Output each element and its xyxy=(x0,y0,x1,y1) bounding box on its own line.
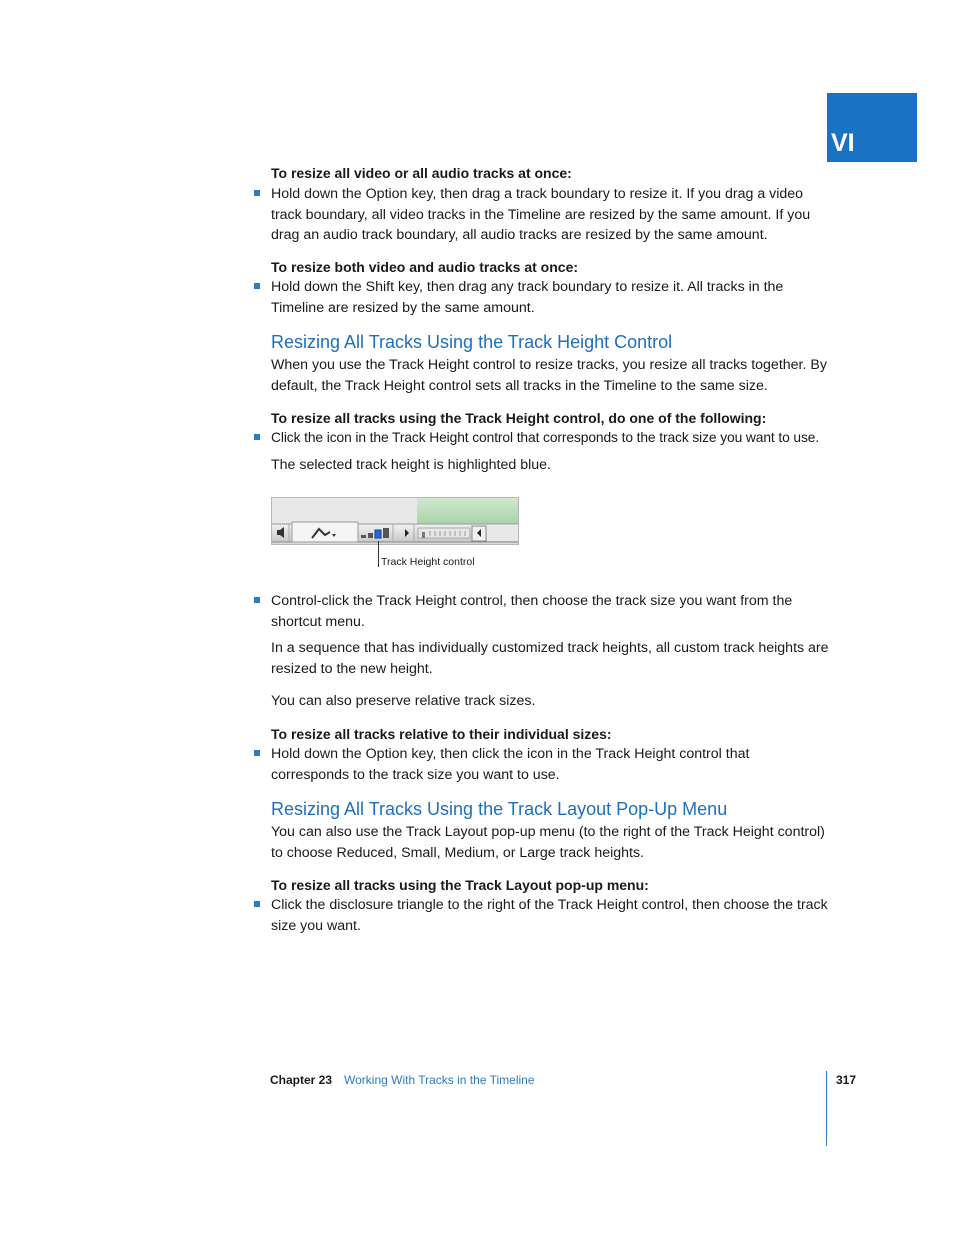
procedure-lead: To resize all tracks using the Track Layout pop-up menu: xyxy=(271,877,649,893)
scrollbar-track[interactable] xyxy=(487,526,519,541)
section-heading: Resizing All Tracks Using the Track Layout Pop-Up Menu xyxy=(271,799,728,819)
page-number: 317 xyxy=(836,1073,857,1087)
paragraph: You can also preserve relative track sizes. xyxy=(271,693,536,709)
paragraph: The selected track height is highlighted blue. xyxy=(271,457,551,473)
bullet-marker xyxy=(254,190,260,196)
section-heading: Resizing All Tracks Using the Track Height Control xyxy=(271,332,673,352)
procedure-lead: To resize all video or all audio tracks at once: xyxy=(271,165,572,181)
timeline-track-controls-figure xyxy=(271,497,519,545)
track-height-reduced-icon[interactable] xyxy=(361,535,366,538)
part-tab: VI xyxy=(827,93,917,162)
bullet-text: Click the disclosure triangle to the right of the Track Height control, then choose the track size you want. xyxy=(271,897,828,934)
procedure-lead: To resize all tracks relative to their individual sizes: xyxy=(271,726,612,742)
figure-callout: Track Height control xyxy=(381,556,475,568)
track-height-small-icon[interactable] xyxy=(368,533,373,538)
bullet-marker xyxy=(254,434,260,440)
bullet-marker xyxy=(254,901,260,907)
bullet-marker xyxy=(254,597,260,603)
footer-divider xyxy=(826,1071,827,1146)
procedure-lead: To resize both video and audio tracks at once: xyxy=(271,259,579,275)
callout-line xyxy=(378,541,379,567)
paragraph: You can also use the Track Layout pop-up menu (to the right of the Track Height control) to choose Reduced, Small, Medium, or Large track heights. xyxy=(271,824,825,861)
footer-chapter: Chapter 23 xyxy=(270,1073,333,1087)
bullet-text: Hold down the Option key, then drag a track boundary to resize it. If you drag a video track boundary, all video tracks in the Timeline are resized by the same amount. If you drag an audio track boundary, all audio tracks are resized by the same amount. xyxy=(271,186,811,243)
bullet-marker xyxy=(254,283,260,289)
clip-overlays-tab[interactable] xyxy=(292,522,358,542)
bullet-text: Click the icon in the Track Height control that corresponds to the track size you want to use. xyxy=(271,430,820,445)
track-height-medium-icon[interactable] xyxy=(375,530,381,538)
bullet-text: Hold down the Option key, then click the icon in the Track Height control that corresponds to the track size you want to use. xyxy=(271,746,750,783)
timeline-screenshot xyxy=(272,498,519,545)
bullet-text: Hold down the Shift key, then drag any track boundary to resize it. All tracks in the Timeline are resized by the same amount. xyxy=(271,279,784,316)
track-height-large-icon[interactable] xyxy=(383,528,389,538)
zoom-slider[interactable] xyxy=(418,528,470,538)
paragraph: In a sequence that has individually customized track heights, all custom track heights are resized to the new height. xyxy=(271,640,829,677)
bullet-text: Control-click the Track Height control, then choose the track size you want from the shortcut menu. xyxy=(271,593,793,630)
procedure-lead: To resize all tracks using the Track Height control, do one of the following: xyxy=(271,410,767,426)
footer-chapter-title[interactable]: Working With Tracks in the Timeline xyxy=(344,1073,535,1087)
bullet-marker xyxy=(254,750,260,756)
paragraph: When you use the Track Height control to resize tracks, you resize all tracks together. By default, the Track Height control sets all tracks in the Timeline to the same size. xyxy=(271,357,827,394)
